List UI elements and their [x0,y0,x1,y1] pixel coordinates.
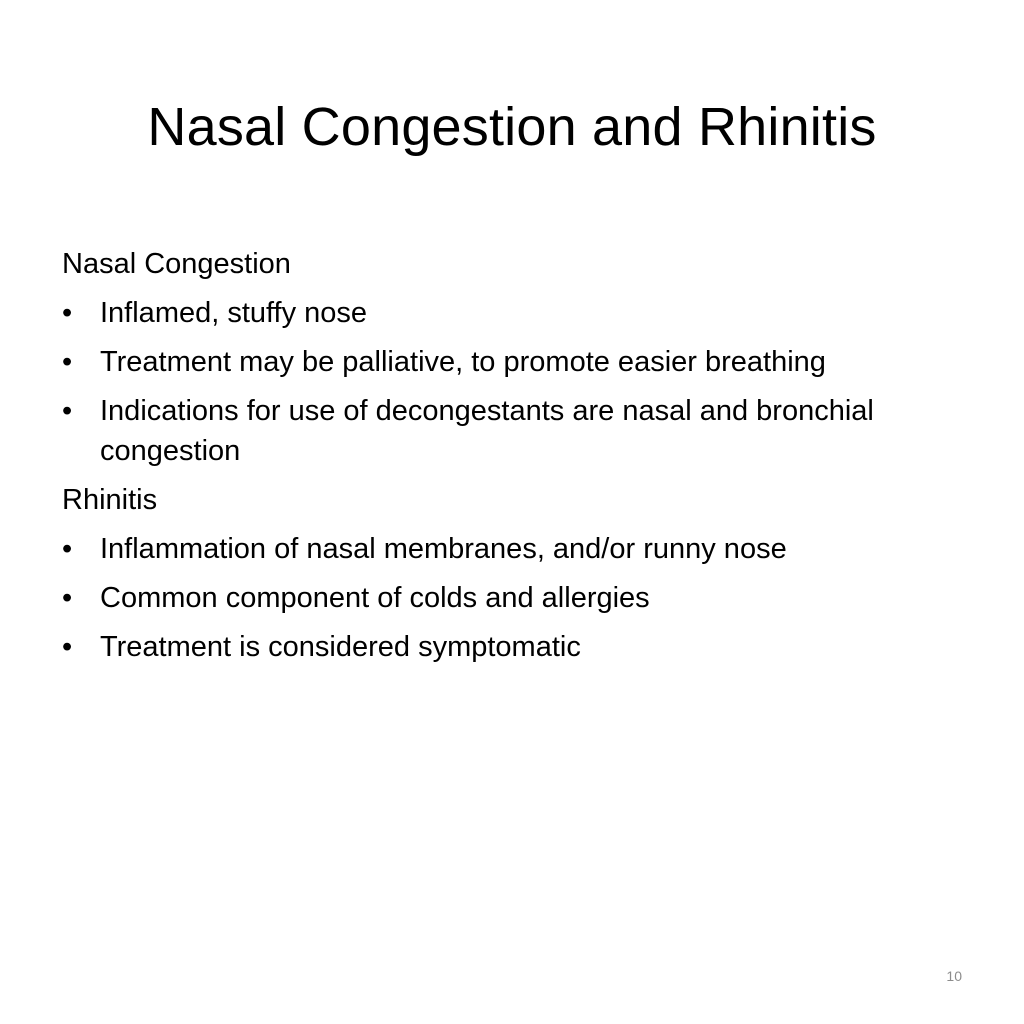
section-nasal-congestion [62,244,942,471]
bullet-item [62,342,942,382]
bullet-item [62,391,942,471]
slide-title: Nasal Congestion and Rhinitis [147,97,877,157]
bullet-text: Inflamed, stuffy nose [100,297,368,329]
bullet-list [62,293,942,471]
page-number: 10 [946,968,962,984]
bullet-text: Treatment is considered symptomatic [100,631,581,663]
slide-body [62,244,942,676]
section-rhinitis [62,480,942,667]
bullet-text: Inflammation of nasal membranes, and/or runny nose [100,533,787,565]
bullet-icon: • [62,346,73,378]
bullet-list [62,529,942,667]
bullet-icon: • [62,533,73,565]
section-heading: Nasal Congestion [62,248,291,280]
bullet-icon: • [62,631,73,663]
bullet-text: Treatment may be palliative, to promote easier breathing [100,346,826,378]
bullet-item [62,578,942,618]
bullet-text: Common component of colds and allergies [100,582,650,614]
section-heading: Rhinitis [62,484,158,516]
bullet-icon: • [62,582,73,614]
bullet-icon: • [62,395,73,427]
bullet-item [62,293,942,333]
bullet-icon: • [62,297,73,329]
bullet-text: Indications for use of decongestants are nasal and bronchial congestion [100,395,874,467]
bullet-item [62,529,942,569]
bullet-item [62,627,942,667]
